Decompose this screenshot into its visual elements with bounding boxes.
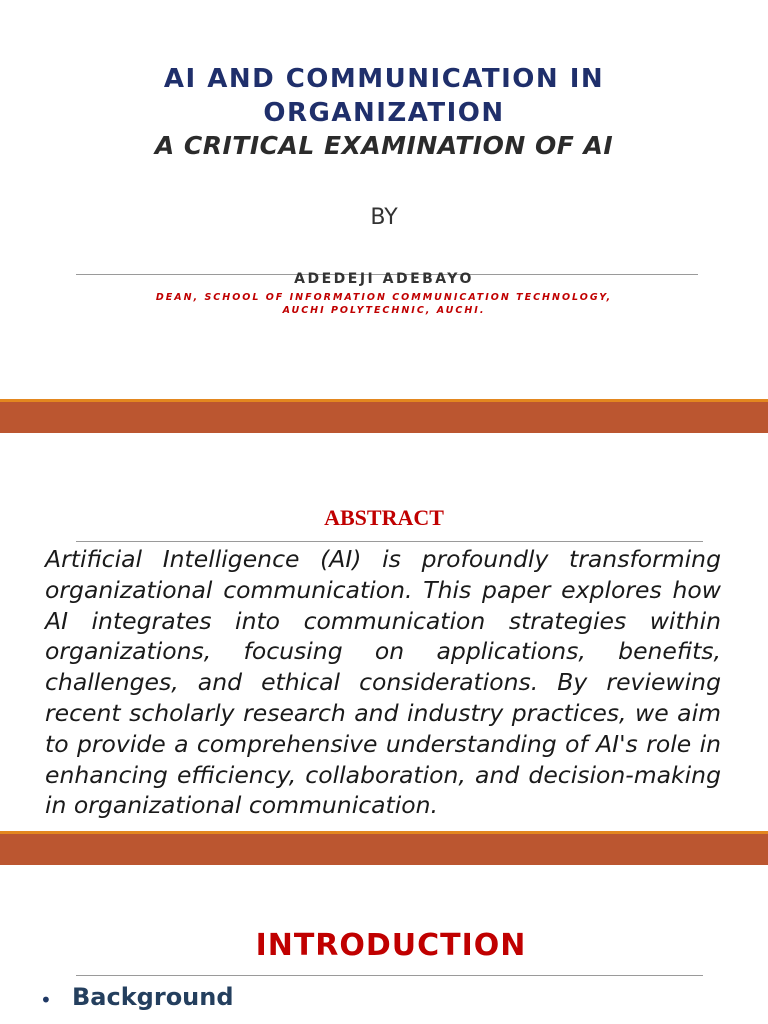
abstract-divider — [76, 541, 703, 542]
author-affiliation — [0, 291, 768, 317]
slide-separator — [0, 834, 768, 865]
title-line-1: AI AND COMMUNICATION IN — [163, 64, 605, 94]
abstract-text: Artificial Intelligence (AI) is profoundly transforming organizational communication. This paper explores how AI integrates into communication strategies within organizations, focusing on applications, benefits, challenges, and ethical considerations. By reviewing recent scholarly research and industry practices, we aim to provide a comprehensive understanding of AI's role in enhancing efficiency, collaboration, and decision-making in organizational communication. — [45, 545, 721, 820]
introduction-heading: INTRODUCTION — [255, 928, 527, 963]
author-name: ADEDEJI ADEBAYO — [294, 271, 474, 287]
affiliation-line-2: AUCHI POLYTECHNIC, AUCHI. — [282, 305, 486, 316]
title-line-2: ORGANIZATION — [263, 98, 505, 128]
introduction-divider — [76, 975, 703, 976]
presentation-subtitle: A CRITICAL EXAMINATION OF AI — [154, 131, 614, 160]
abstract-heading: ABSTRACT — [324, 505, 444, 530]
bullet-item-background: Background — [72, 983, 234, 1011]
affiliation-line-1: DEAN, SCHOOL OF INFORMATION COMMUNICATION TECHNOLOGY, — [155, 292, 613, 303]
slide-separator — [0, 402, 768, 433]
presentation-title — [0, 62, 768, 130]
by-label: BY — [370, 205, 398, 230]
bullet-icon: • — [40, 988, 52, 1012]
